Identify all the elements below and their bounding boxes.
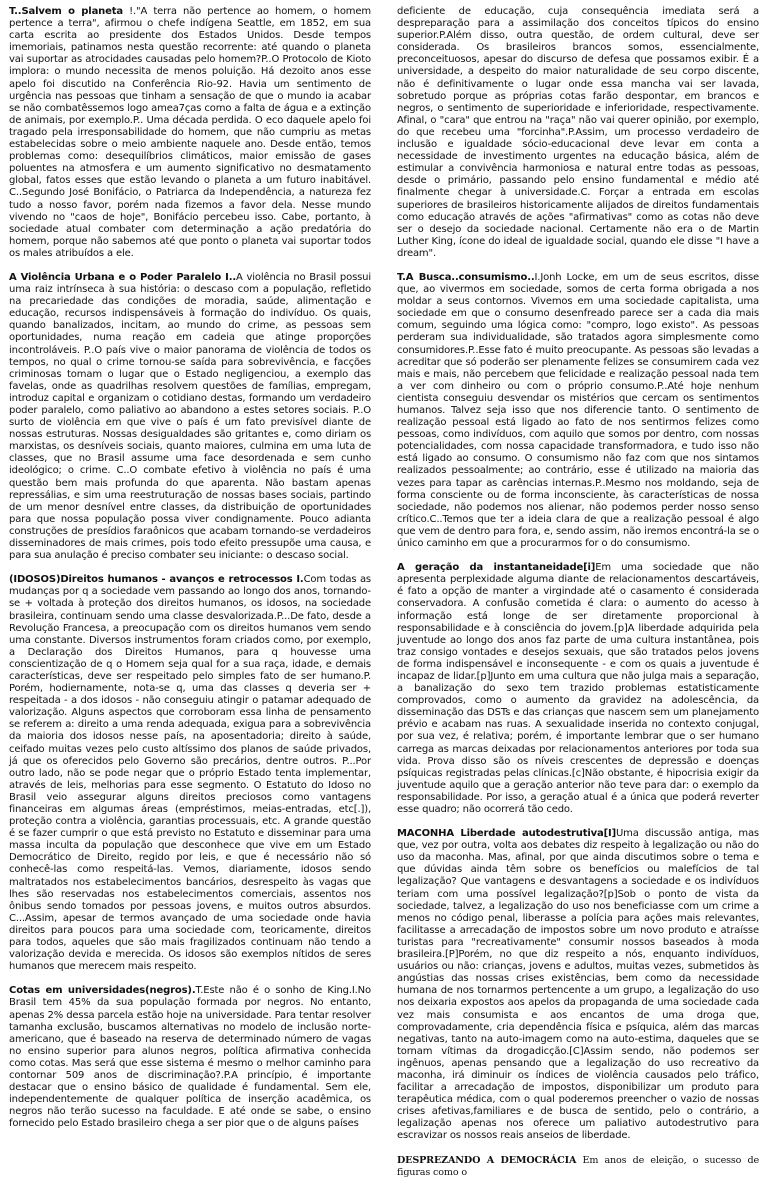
essay-cotas-continuation [397, 6, 759, 260]
essay-geracao-instantaneidade [397, 562, 759, 816]
essay-body: A violência no Brasil possui uma raiz intrínseca à sua história: o descaso com a população, refletido na precariedade das condições de moradia, saúde, alimentação e educação, recursos indispensáveis à formação do indivíduo. Os quais, quando banalizados, incitam, ao mundo do crime, as pessoas sem oportunidades, numa reação em cadeia que atinge proporções incontroláveis. P..O país vive o maior panorama de violência de todos os tempos, no qual o crime tornou-se saída para sobrevivência, e facções criminosas tomam o lugar que o Estado negligenciou, a exemplo das favelas, onde as quadrilhas resolvem questões de famílias, empregam, introduz capital e organizam o cotidiano destas, formando um verdadeiro poder paralelo, como paliativo ao abandono a estes setores sociais. P..O surto de violência em que vive o país é um fato previsível diante de nossas estruturas. Nossas desigualdades são gritantes e, como diriam os marxistas, os desníveis sociais, quanto maiores, culmina em uma luta de classes, que no Brasil assume uma face desordenada e sem cunho ideológico; o crime. C..O combate efetivo à violência no país é uma questão bem mais profunda do que aparenta. Não bastam apenas repressálias, e sim uma reestruturação de nossas bases sociais, partindo de um menor desnível entre classes, da distribuição de oportunidades para que nossa população possa viver condignamente. Pouco adianta construções de presídios faraônicos que acabam tornando-se verdadeiros disseminadores de mais crimes, pois todo efeito pressupõe uma causa, e para sua anulação é preciso combater seu iniciante: o descaso social. [9, 271, 371, 562]
essay-heading: A geração da instantaneidade[i] [397, 562, 596, 574]
essay-body: Com todas as mudanças por q a sociedade vem passando ao longo dos anos, tornando-se + voltada à proteção dos direitos humanos, os idosos, na sociedade brasileira, continuam sendo uma classe desvalorizada.P...De fato, desde a Revolução Francesa, a preocupação com os direitos humanos vem sendo uma constante. Diversos instrumentos foram criados como, por exemplo, a Declaração dos Direitos Humanos, para q houvesse uma conscientização de q o Homem seja qual for a sua raça, idade, e demais características, deve ser respeitado pelo simples fato de ser humano.P. Porém, hodiernamente, nota-se q, uma das classes q deveria ser + respeitada - a dos idosos - não conseguiu atingir o patamar adequado de valorização. Alguns aspectos que corroboram essa linha de pensamento se referem a: direito a uma renda adequada, exigua para a sobrevivência da maioria dos idosos nesse país, na aposentadoria; direito à saúde, ceifado muitas vezes pelo custo altíssimo dos planos de saúde privados, já que os oferecidos pelo Governo são precários, dentre outros. P...Por outro lado, não se pode negar que o próprio Estado tenta implementar, através de leis, melhorias para esse segmento. O Estatuto do Idoso no Brasil veio assegurar alguns direitos preciosos como vantagens financeiras em algumas áreas (empréstimos, meias-entradas, etc[.]), proteção contra a violência, garantias processuais, etc. A grande questão é se fazer cumprir o que está previsto no Estatuto e disseminar para uma massa inculta da população que desconhece que vive em um Estado Democrático de Direito, regido por leis, e que é necessário não só conhecê-las como respeitá-las. Vemos, diariamente, idosos sendo maltratados nos estabelecimentos bancários, desrespeito às vagas que lhes são reservadas nos estabelecimentos comerciais, assentos nos ônibus sendo tomados por pessoas jovens, e muitos outros absurdos. C...Assim, apesar de termos avançado de uma sociedade onde havia direitos para poucos para uma sociedade com, teoricamente, direitos para todos, aqueles que são mais fragilizados continuam não tendo a valorização devida e merecida. Os idosos são exemplos nítidos de seres humanos que merecem mais respeito. [9, 574, 371, 973]
essay-body: T.Este não é o sonho de King.I.No Brasil tem 45% da sua população formada por negros. No entanto, apenas 2% dessa parcela estão hoje na universidade. Para tentar resolver tamanha exclusão, buscamos alternativas no modelo de inclusão norte-americano, que é baseado na reserva de determinado número de vagas no ensino superior para alunos negros, política afirmativa conhecida como cotas. Mas será que esse sistema é mesmo o melhor caminho para contornar 509 anos de discriminação?.P.A princípio, é importante destacar que o ensino básico de qualidade é fundamental. Sem ele, independentemente de qualquer política de inserção acadêmica, os negros não terão sucesso na faculdade. E até onde se sabe, o ensino fornecido pelo Estado brasileiro chega a ser pior que o de alguns países [9, 985, 371, 1130]
essay-salvem-o-planeta [9, 6, 371, 260]
essay-body: deficiente de educação, cuja consequência imediata será a despreparação para a assimilação dos conceitos típicos do ensino superior.P.Além disso, outra questão, de ordem cultural, deve ser considerada. Os brasileiros brancos somos, essencialmente, preconceituosos, apesar do discurso de defesa que possamos exibir. É a universidade, a despeito do maior naturalidade de seu corpo discente, não é definitivamente o lugar onde essa mancha vai ser lavada, sobretudo porque as próprias cotas farão despontar, em brancos e negros, o sentimento de superioridade e inferioridade, respectivamente. Afinal, o "cara" que entrou na "raça" não vai querer opinião, por exemplo, do que recebeu uma "forcinha".P.Assim, um processo verdadeiro de inclusão e igualdade sócio-educacional deve levar em conta a necessidade de investimento urgentes na educação básica, além de estimular a convivência harmoniosa e natural entre todas as pessoas, desde o primário, passando pelo ensino fundamental e médio até finalmente chegar à universidade.C. Forçar a entrada em escolas superiores de brasileiros historicamente alijados de direitos fundamentais como educação através de ações "afirmativas" como as cotas não deve ser o desejo da sociedade nacional. Certamente não era o de Martin Luther King, ícone do ideal de igualdade social, quando ele disse "I have a dream". [397, 6, 759, 259]
essay-heading: (IDOSOS)Direitos humanos - avanços e retrocessos I. [9, 574, 304, 586]
essay-idosos-direitos-humanos [9, 574, 371, 973]
essay-heading: DESPREZANDO A DEMOCRÁCIA [397, 1154, 577, 1166]
left-column [9, 6, 371, 1142]
essay-heading: Cotas em universidades(negros). [9, 985, 196, 997]
essay-consumismo [397, 272, 759, 550]
essay-desprezando-democracia [397, 1155, 759, 1179]
essay-heading: A Violência Urbana e o Poder Paralelo I.. [9, 271, 237, 283]
essay-body: Uma discussão antiga, mas que, vez por outra, volta aos debates diz respeito à legalização ou não do uso da maconha. Mas, afinal, por que ainda discutimos sobre o tema e que dúvidas ainda têm sobre os benefícios ou malefícios de tal legalização? Que vantagens e desvantagens a sociedade e os indivíduos teriam com uma possível legalização?[p]Sob o ponto de vista da sociedade, talvez, a legalização do uso nos beneficiasse com um crime a menos no código penal, liberasse a polícia para ações mais relevantes, facilitasse a arrecadação de impostos sobre um novo produto e atraísse turistas para "recreativamente" consumir nossos baseados à moda brasileira.[P]Porém, no que diz respeito a nós, enquanto indivíduos, usuários ou não: crianças, jovens e adultos, muitas vezes, submetidos às angústias das nossas crises existências, bem como da necessidade humana de nos tornarmos pertencente a um grupo, a legalização do uso nos deixaria expostos aos apelos da propaganda de uma sociedade cada vez mais consumista e aos encantos de uma droga que, comprovadamente, cria dependência física e psíquica, além das marcas negativas, tanto na auto-imagem como na auto-estima, daqueles que se tornam vítimas da drogadicção.[C]Assim sendo, não podemos ser ingênuos, apenas pensando que a legalização do uso recreativo da maconha, irá diminuir os índices de violência causados pelo tráfico, facilitar a arrecadação de impostos, disponibilizar um produto para terapêutica médica, com o qual poderemos preencher o vazio de nossas crises afetivas,familiares e de busca de sentido, pelo o contrário, a legalização apenas nos oferece um paliativo autodestrutivo para escravizar os nossos reais anseios de liberdade. [397, 828, 759, 1142]
essay-body: Em anos de eleição, o sucesso de figuras como o [397, 1154, 759, 1178]
essay-body: !."A terra não pertence ao homem, o homem pertence a terra", afirmou o chefe indígena Seattle, em 1852, em sua carta escrita ao presidente dos Estados Unidos. Desde tempos imemoriais, patinamos nesta questão recorrente: até quando o planeta vai suportar as atrocidades causadas pelo homem?P..O Protocolo de Kioto implora: o mundo necessita de menos poluição. Há dezoito anos esse apelo foi discutido na Conferência Rio-92. Havia um sentimento de urgência nas pessoas que tinham a sensação de que o mundo ia acabar se não combatêssemos logo amea7ças como a falta de água e a extinção de animais, por exemplo.P.. Uma década perdida. O eco daquele apelo foi tragado pela irresponsabilidade do homem, que não cumpriu as metas estabelecidas sobre o meio ambiente naquele ano. Desde então, temos problemas como: desequilíbrios climáticos, maior emissão de gases poluentes na atmosfera e um aumento significativo no desmatamento global, fatos esses que estão levando o planeta a um futuro inabitável. C..Segundo José Bonifácio, o Patriarca da Independência, a natureza fez tudo a nosso favor, porém nada fizemos a favor dela. Nesse mundo vivendo no "caos de hoje", Bonifácio percebeu isso. Cabe, portanto, à sociedade atual combater com determinação a ação predatória do homem, porque não sabemos até que ponto o planeta vai suportar todos os males atribuídos a ele. [9, 6, 371, 259]
right-column [397, 6, 759, 1191]
essay-maconha [397, 828, 759, 1142]
essay-body: I.Jonh Locke, em um de seus escritos, disse que, ao vivermos em sociedade, somos de certa forma obrigada a nos moldar a seus contornos. Vivemos em uma sociedade capitalista, uma sociedade em que o consumo desenfreado parece ser a cada dia mais comum, seguindo uma lógica como: "compro, logo existo". As pessoas perderam sua individualidade, são tratados agora simplesmente como consumidores.P..Esse fato é muito preocupante. As pessoas são levadas a acreditar que só poderão ser plenamente felizes se consumirem cada vez mais e mais, não percebem que felicidade e realização pessoal nada tem a ver com dinheiro ou com o próprio consumo.P..Até hoje nenhum cientista conseguiu desvendar os mistérios que cercam os sentimentos humanos. Talvez seja isso que nos diferencie tanto. O sentimento de realização pessoal está ligado ao fato de nos sentirmos felizes como pessoas, como indivíduos, com aquilo que somos por dentro, com nossas potencialidades, com nossa capacidade transformadora, e tudo isso não está ligado ao consumo. O consumismo não faz com que nos sintamos realizados pessoalmente; ao contrário, esse é utilizado na maioria das vezes para tapar as carências internas.P..Mesmo nos moldando, seja de forma consciente ou de forma inconsciente, às características de nossa sociedade, não podemos nos alienar, não podemos perder nosso senso crítico.C..Temos que ter a ideia clara de que a realização pessoal é algo que vem de dentro para fora, e, sendo assim, não iremos encontrá-la se o único caminho em que a procurarmos for o do consumismo. [397, 271, 760, 550]
essay-heading: T.A Busca..consumismo.. [397, 271, 535, 283]
essay-violencia-urbana [9, 272, 371, 562]
essay-cotas-universidades [9, 985, 371, 1130]
essay-body: Em uma sociedade que não apresenta perplexidade alguma diante de relacionamentos descartáveis, é fato a opção de manter a virgindade até o casamento é considerada conservadora. A confusão cometida é clara: o aumento do acesso à informação está longe de ser diretamente proporcional à responsabilidade e à consciência do jovem.[p]A liberdade adquirida pela juventude ao longo dos anos faz parte de uma cultura instantânea, pois traz consigo vontades e desejos sexuais, que são tratados pelos jovens de forma indispensável e inconsequente - e com os quais a juventude é incapaz de lidar.[p]Junto em uma cultura que não julga mais a separação, a banalização do sexo tem trazido problemas estatisticamente comprovados, como o aumento da gravidez na adolescência, da disseminação das DSTs e das crianças que nascem sem um planejamento prévio e acabam nas ruas. A sexualidade inserida no contexto conjugal, por sua vez, é relativa; porém, é importante lembrar que o ser humano carrega as marcas deixadas por relacionamentos anteriores por toda sua vida. Prova disso são os níveis crescentes de depressão e doenças psíquicas registradas pelas clínicas.[c]Não obstante, é hipocrisia exigir da juventude aquilo que a geração anterior não teve para dar: o exemplo da responsabilidade. Por isso, a geração atual é a única que poderá reverter esse quadro; não ocorrerá tão cedo. [397, 562, 759, 815]
essay-heading: MACONHA Liberdade autodestrutiva[I] [397, 828, 616, 840]
essay-heading: T..Salvem o planeta [9, 6, 123, 17]
